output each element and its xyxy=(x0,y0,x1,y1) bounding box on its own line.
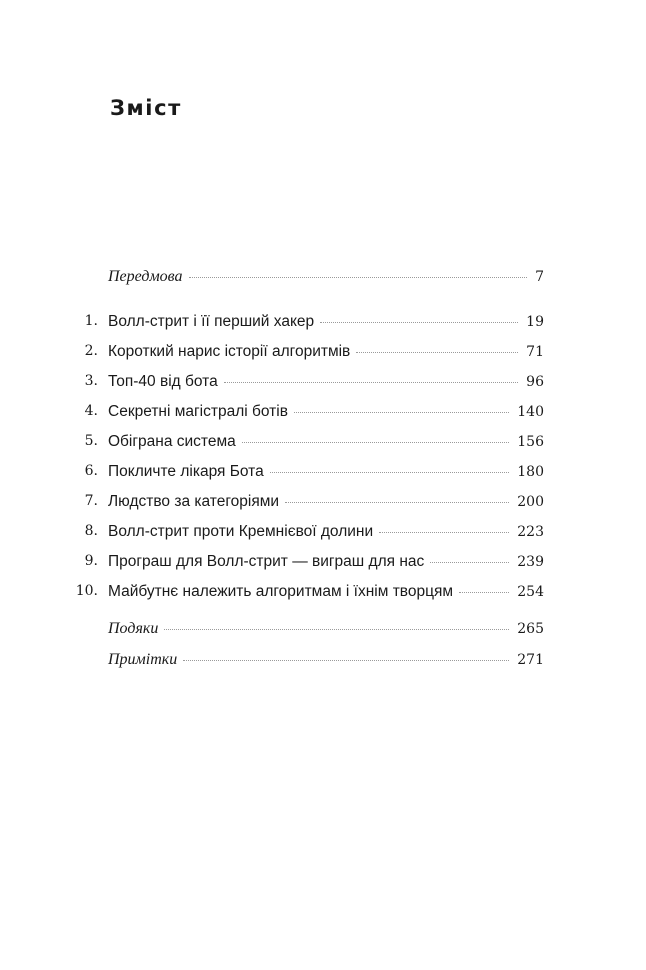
toc-entry-number: 2. xyxy=(84,343,98,359)
toc-entry-title: Волл-стрит проти Кремнієвої долини xyxy=(108,523,374,540)
toc-entry-number: 6. xyxy=(84,463,98,479)
toc-entry-number: 5. xyxy=(84,433,98,449)
toc-entry-line xyxy=(108,313,544,331)
toc-entry-title: Волл-стрит і її перший хакер xyxy=(108,313,315,330)
toc-entry-page: 223 xyxy=(517,524,544,540)
toc-entry-page: 271 xyxy=(517,652,544,668)
toc-entry-number: 10. xyxy=(75,583,98,599)
toc-entry-page: 239 xyxy=(517,554,544,570)
dot-leader xyxy=(430,562,509,563)
toc-entry xyxy=(0,493,646,523)
dot-leader xyxy=(294,412,509,413)
toc-entry-title: Короткий нарис історії алгоритмів xyxy=(108,343,351,360)
toc-entry xyxy=(0,463,646,493)
toc-entry xyxy=(0,313,646,343)
dot-leader xyxy=(164,629,509,630)
toc-entry-number: 3. xyxy=(84,373,98,389)
dot-leader xyxy=(379,532,509,533)
page-title: Зміст xyxy=(110,96,182,120)
toc-entry-title: Секретні магістралі ботів xyxy=(108,403,288,420)
toc-entry-number: 9. xyxy=(84,553,98,569)
toc-entry-line xyxy=(108,373,544,391)
toc-entry-page: 156 xyxy=(517,434,544,450)
dot-leader xyxy=(189,277,528,278)
toc-entry-line xyxy=(108,343,544,361)
dot-leader xyxy=(224,382,518,383)
toc-entry xyxy=(0,553,646,583)
toc-entry-number: 8. xyxy=(84,523,98,539)
dot-leader xyxy=(270,472,510,473)
toc-entry-page: 200 xyxy=(517,494,544,510)
toc-entry-page: 96 xyxy=(526,374,544,390)
toc-entry xyxy=(0,343,646,373)
dot-leader xyxy=(242,442,510,443)
toc-entry-line xyxy=(108,268,544,286)
toc-entry-line xyxy=(108,620,544,638)
toc-entry-page: 19 xyxy=(526,314,544,330)
toc-entry xyxy=(0,620,646,650)
dot-leader xyxy=(285,502,509,503)
toc-entry xyxy=(0,433,646,463)
toc-entry-title: Людство за категоріями xyxy=(108,493,280,510)
toc-entry-line xyxy=(108,651,544,669)
toc-entry-line xyxy=(108,403,544,421)
toc-entry-title: Примітки xyxy=(108,651,178,668)
toc-entry xyxy=(0,373,646,403)
dot-leader xyxy=(183,660,509,661)
toc-entry-number: 7. xyxy=(84,493,98,509)
toc-entry-page: 265 xyxy=(517,621,544,637)
toc-entry xyxy=(0,651,646,681)
toc-entry-line xyxy=(108,583,544,601)
toc-entry-page: 254 xyxy=(517,584,544,600)
toc-entry-title: Покличте лікаря Бота xyxy=(108,463,264,480)
toc-entry-title: Обіграна система xyxy=(108,433,236,450)
toc-entry xyxy=(0,403,646,433)
toc-entry xyxy=(0,583,646,613)
toc-entry xyxy=(0,268,646,298)
toc-entry xyxy=(0,523,646,553)
dot-leader xyxy=(320,322,518,323)
toc-entry-title: Майбутнє належить алгоритмам і їхнім творцям xyxy=(108,583,454,600)
toc-entry-line xyxy=(108,523,544,541)
toc-entry-number: 4. xyxy=(84,403,98,419)
dot-leader xyxy=(356,352,518,353)
toc-entry-line xyxy=(108,463,544,481)
toc-entry-page: 180 xyxy=(517,464,544,480)
toc-entry-page: 71 xyxy=(526,344,544,360)
toc-entry-page: 7 xyxy=(535,269,544,285)
toc-entry-title: Передмова xyxy=(108,268,183,285)
toc-entry-line xyxy=(108,493,544,511)
toc-entry-line xyxy=(108,433,544,451)
toc-entry-line xyxy=(108,553,544,571)
dot-leader xyxy=(459,592,509,593)
toc-entry-title: Програш для Волл-стрит — виграш для нас xyxy=(108,553,425,570)
toc-entry-title: Подяки xyxy=(108,620,159,637)
toc-entry-page: 140 xyxy=(517,404,544,420)
toc-entry-number: 1. xyxy=(84,313,98,329)
toc-entry-title: Топ-40 від бота xyxy=(108,373,218,390)
